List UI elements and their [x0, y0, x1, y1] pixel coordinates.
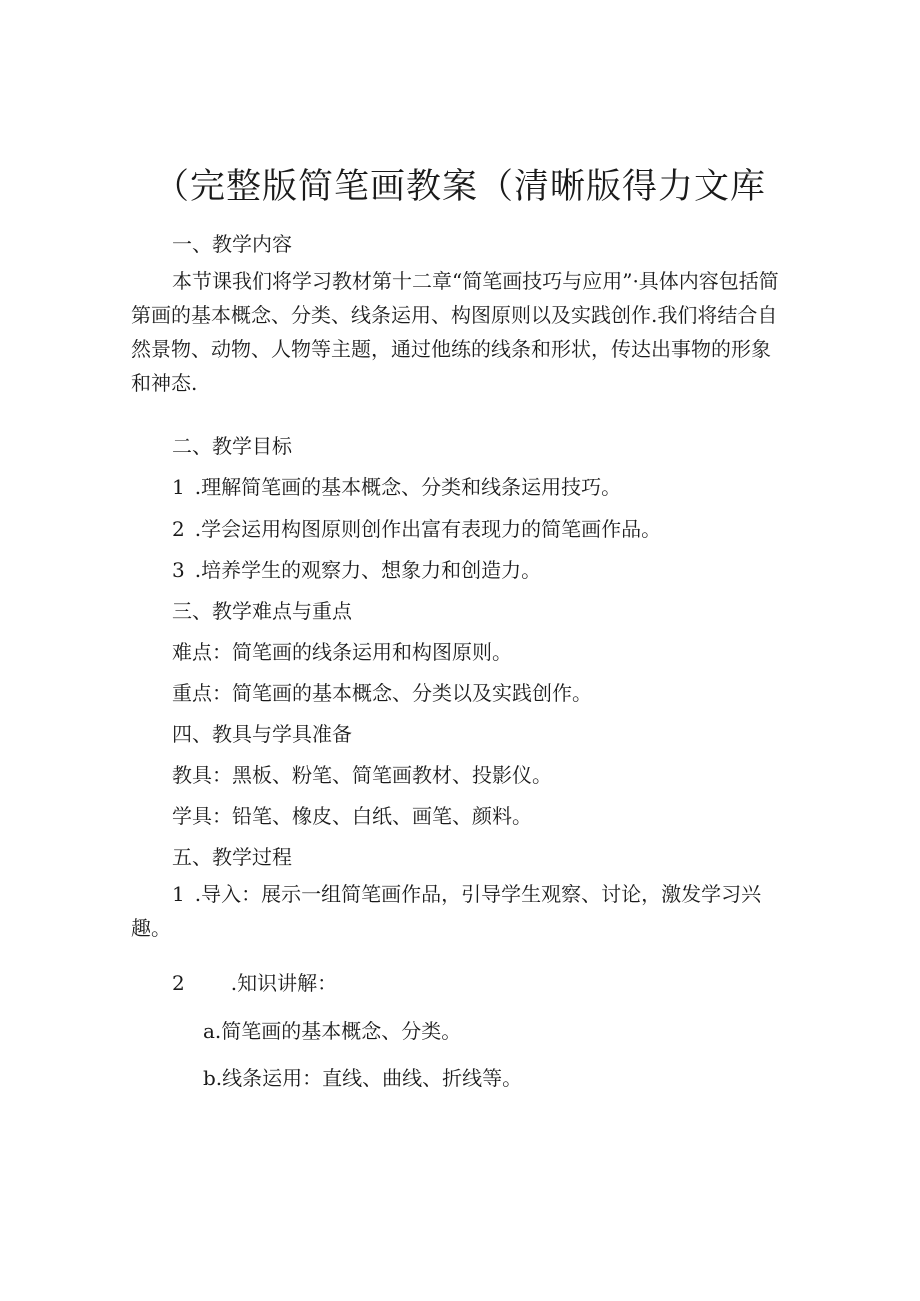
goal-text: .学会运用构图原则创作出富有表现力的简笔画作品。 [194, 517, 662, 541]
goal-number: 2 [172, 517, 185, 541]
teaching-content-text: 本节课我们将学习教材第十二章“简笔画技巧与应用”·具体内容包括简第画的基本概念、分类、线条运用、构图原则以及实践创作.我们将结合自然景物、动物、人物等主题，通过他练的线条和形状，传达出事物的形象和神态. [131, 269, 779, 395]
step-text: .知识讲解： [230, 971, 338, 995]
student-tools-line: 学具：铅笔、橡皮、白纸、画笔、颜料。 [172, 804, 532, 828]
teaching-content-paragraph [131, 264, 781, 400]
goal-item-2 [172, 515, 661, 543]
section-heading-difficulties: 三、教学难点与重点 [172, 599, 352, 623]
knowledge-subitem-a: a.简笔画的基本概念、分类。 [203, 1019, 462, 1043]
goal-number: 1 [172, 475, 185, 499]
teacher-tools-line: 教具：黑板、粉笔、简笔画教材、投影仪。 [172, 763, 552, 787]
section-heading-process: 五、教学过程 [172, 845, 292, 869]
process-step-1 [131, 877, 781, 945]
knowledge-subitem-b: b.线条运用：直线、曲线、折线等。 [203, 1066, 523, 1090]
key-point-line: 重点：简笔画的基本概念、分类以及实践创作。 [172, 681, 592, 705]
goal-text: .理解简笔画的基本概念、分类和线条运用技巧。 [194, 475, 622, 499]
step-number: 1 [172, 882, 185, 906]
goal-item-3 [172, 556, 541, 584]
step-text: .导入：展示一组简笔画作品，引导学生观察、讨论，激发学习兴趣。 [131, 882, 762, 940]
goal-text: .培养学生的观察力、想象力和创造力。 [194, 558, 542, 582]
section-heading-tools: 四、教具与学具准备 [172, 722, 352, 746]
goal-number: 3 [172, 558, 185, 582]
goal-item-1 [172, 473, 621, 501]
difficulty-line: 难点：简笔画的线条运用和构图原则。 [172, 640, 512, 664]
step-number: 2 [172, 971, 185, 995]
section-heading-teaching-content: 一、教学内容 [172, 232, 292, 256]
section-heading-teaching-goals: 二、教学目标 [172, 434, 292, 458]
process-step-2 [172, 969, 337, 997]
document-title: （完整版简笔画教案（清晰版得力文库 [153, 167, 766, 207]
